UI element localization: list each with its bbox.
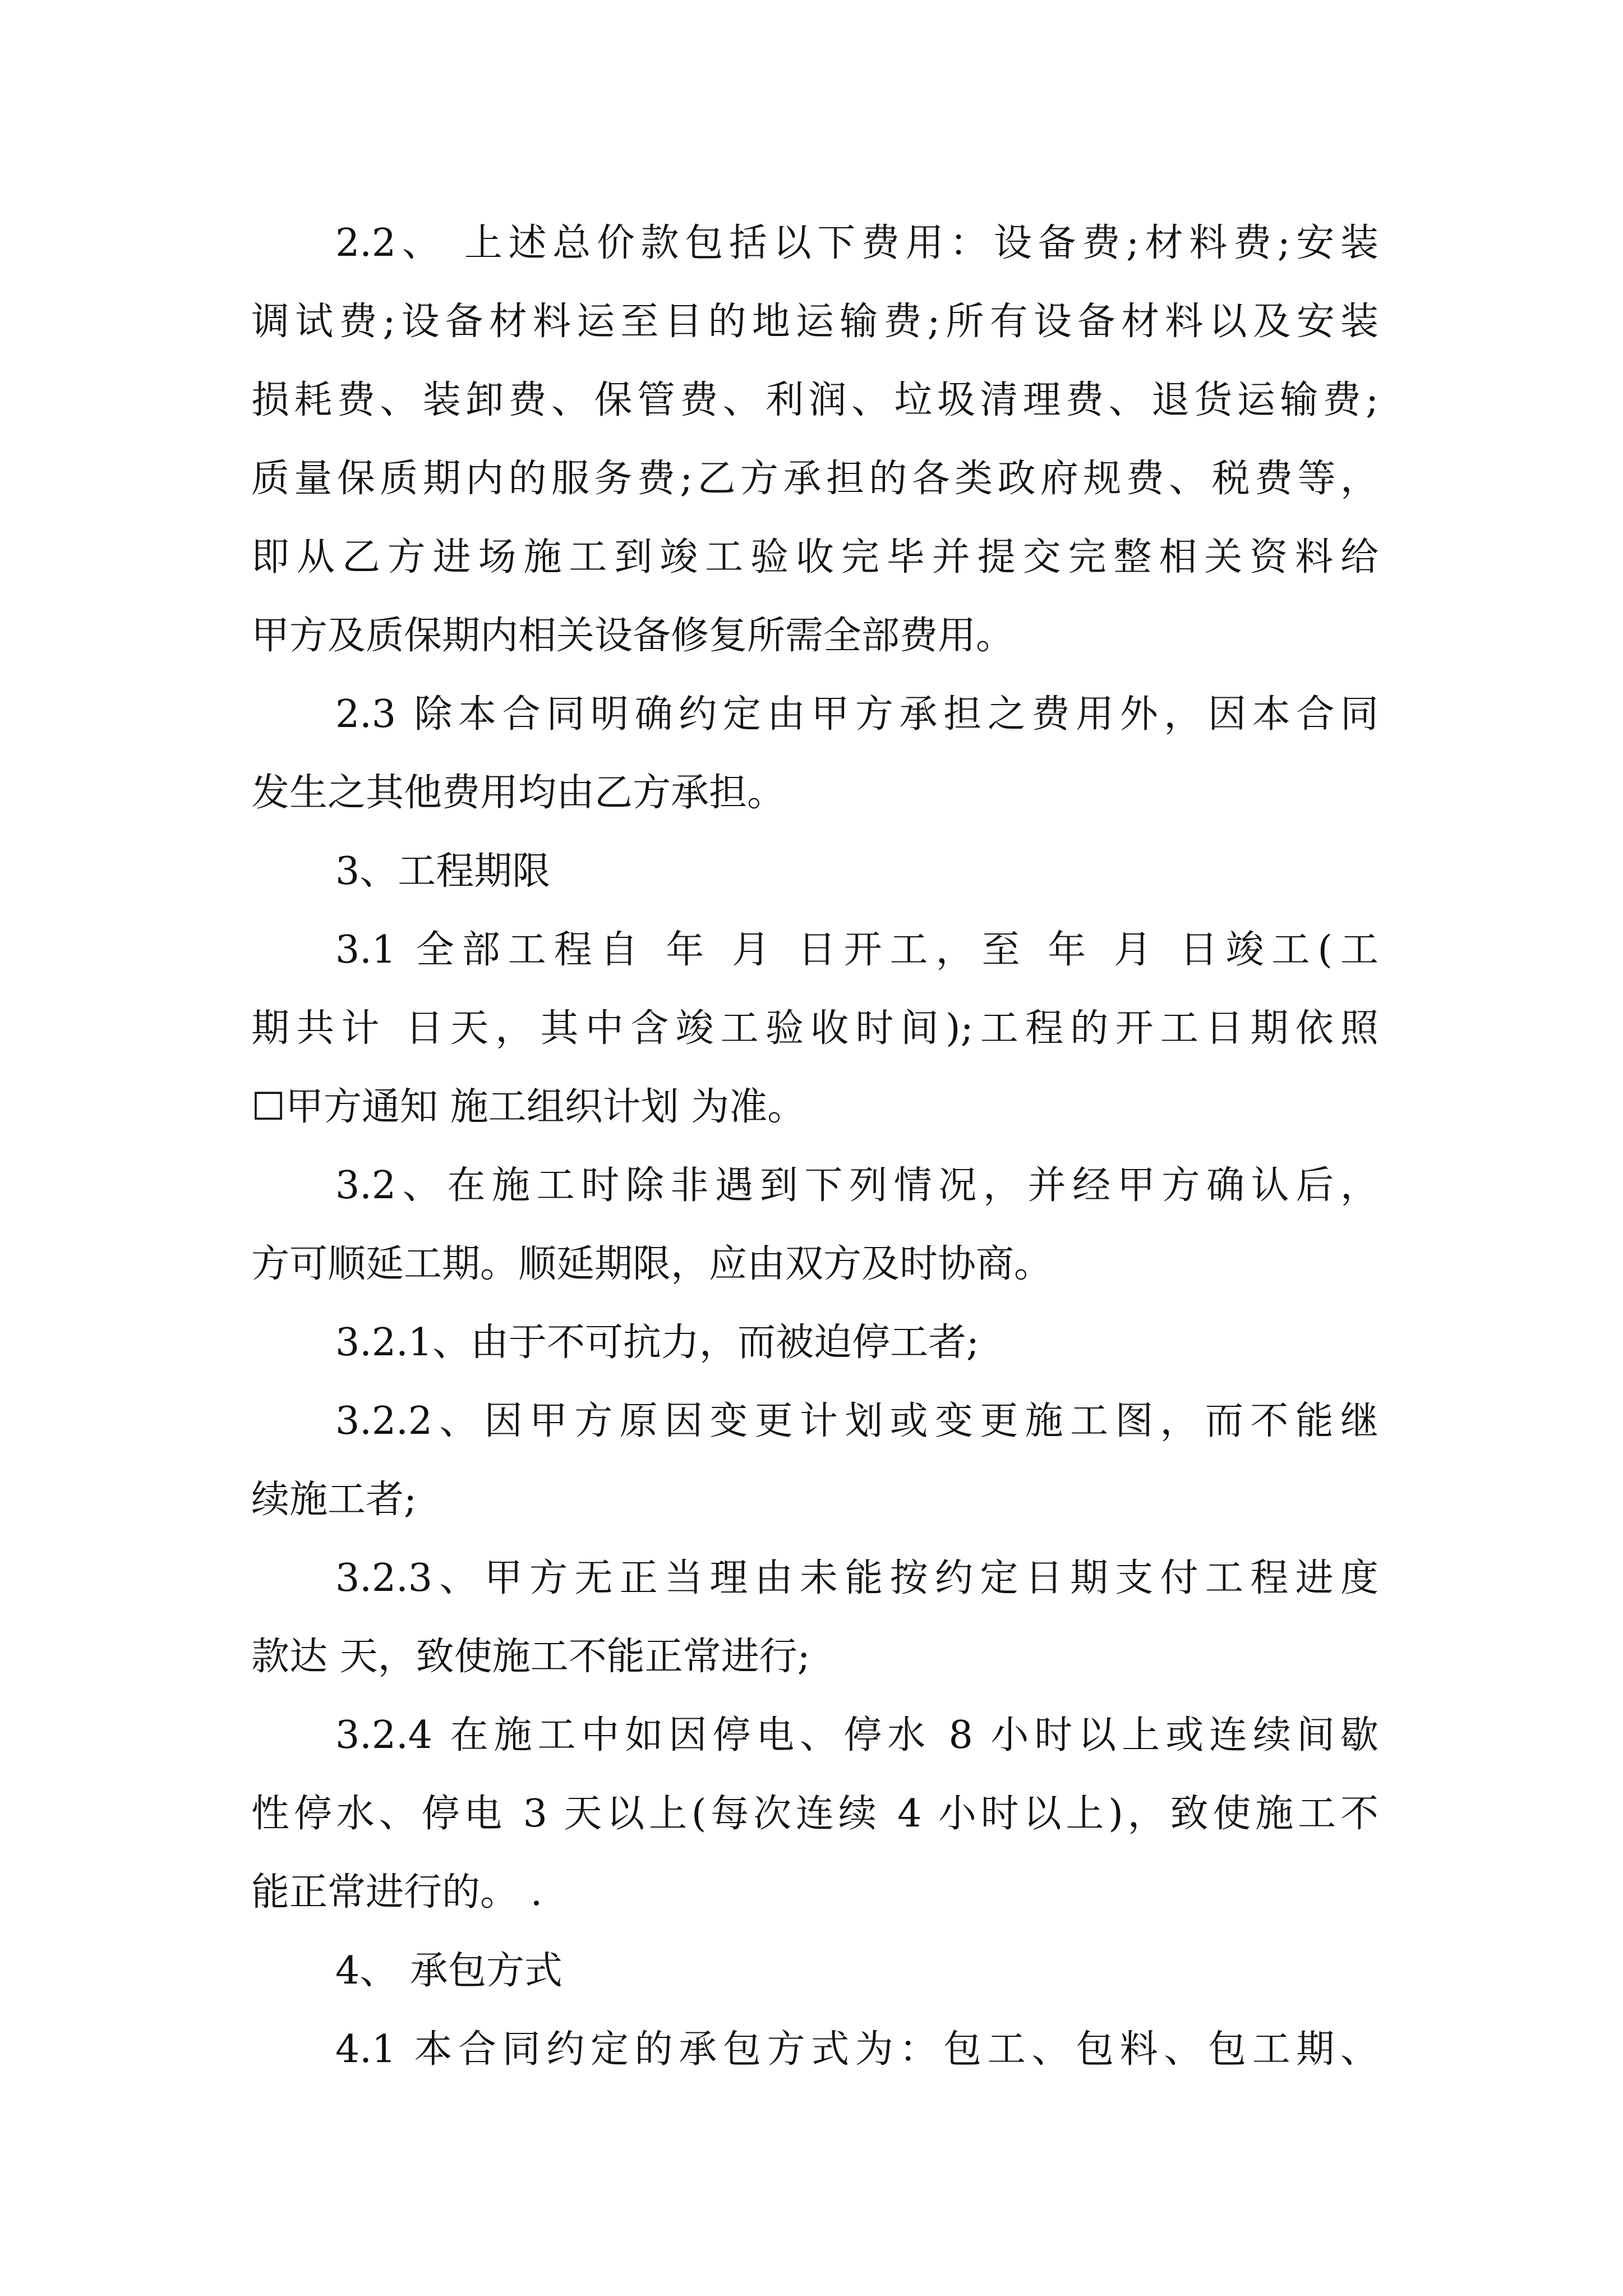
- text-line: 3.2、在施工时除非遇到下列情况，并经甲方确认后，: [335, 1163, 1378, 1208]
- text-line: 3.2.1、由于不可抗力，而被迫停工者;: [335, 1320, 979, 1365]
- text-line: 甲方及质保期内相关设备修复所需全部费用。: [251, 614, 1015, 658]
- text-line: 质量保质期内的服务费;乙方承担的各类政府规费、税费等，: [251, 457, 1378, 501]
- text-line: 性停水、停电 3 天以上(每次连续 4 小时以上)，致使施工不: [251, 1792, 1378, 1836]
- section-heading: 4、 承包方式: [335, 1949, 562, 1993]
- text-line: 损耗费、装卸费、保管费、利润、垃圾清理费、退货运输费;: [251, 378, 1378, 422]
- section-heading: 3、工程期限: [335, 849, 551, 894]
- text-line: 即从乙方进场施工到竣工验收完毕并提交完整相关资料给: [251, 535, 1378, 579]
- text-line: 3.2.4 在施工中如因停电、停水 8 小时以上或连续间歇: [335, 1713, 1378, 1757]
- text-line: 3.1 全部工程自 年 月 日开工，至 年 月 日竣工(工: [335, 928, 1378, 972]
- text-line: 2.2、 上述总价款包括以下费用：设备费;材料费;安装: [335, 221, 1378, 265]
- text-line: 4.1 本合同约定的承包方式为：包工、包料、包工期、: [335, 2027, 1378, 2072]
- text-line: 期共计 日天，其中含竣工验收时间);工程的开工日期依照: [251, 1006, 1378, 1051]
- text-line: 3.2.2、因甲方原因变更计划或变更施工图，而不能继: [335, 1399, 1378, 1443]
- text-line: 能正常进行的。 .: [251, 1870, 543, 1915]
- text-line: 续施工者;: [251, 1478, 417, 1522]
- text-line: ☐甲方通知 施工组织计划 为准。: [251, 1085, 806, 1129]
- text-line: 款达 天，致使施工不能正常进行;: [251, 1635, 810, 1679]
- text-line: 方可顺延工期。顺延期限，应由双方及时协商。: [251, 1242, 1053, 1286]
- text-line: 3.2.3、甲方无正当理由未能按约定日期支付工程进度: [335, 1556, 1378, 1600]
- text-line: 2.3 除本合同明确约定由甲方承担之费用外，因本合同: [335, 692, 1378, 737]
- text-line: 发生之其他费用均由乙方承担。: [251, 771, 786, 815]
- text-line: 调试费;设备材料运至目的地运输费;所有设备材料以及安装: [251, 300, 1378, 344]
